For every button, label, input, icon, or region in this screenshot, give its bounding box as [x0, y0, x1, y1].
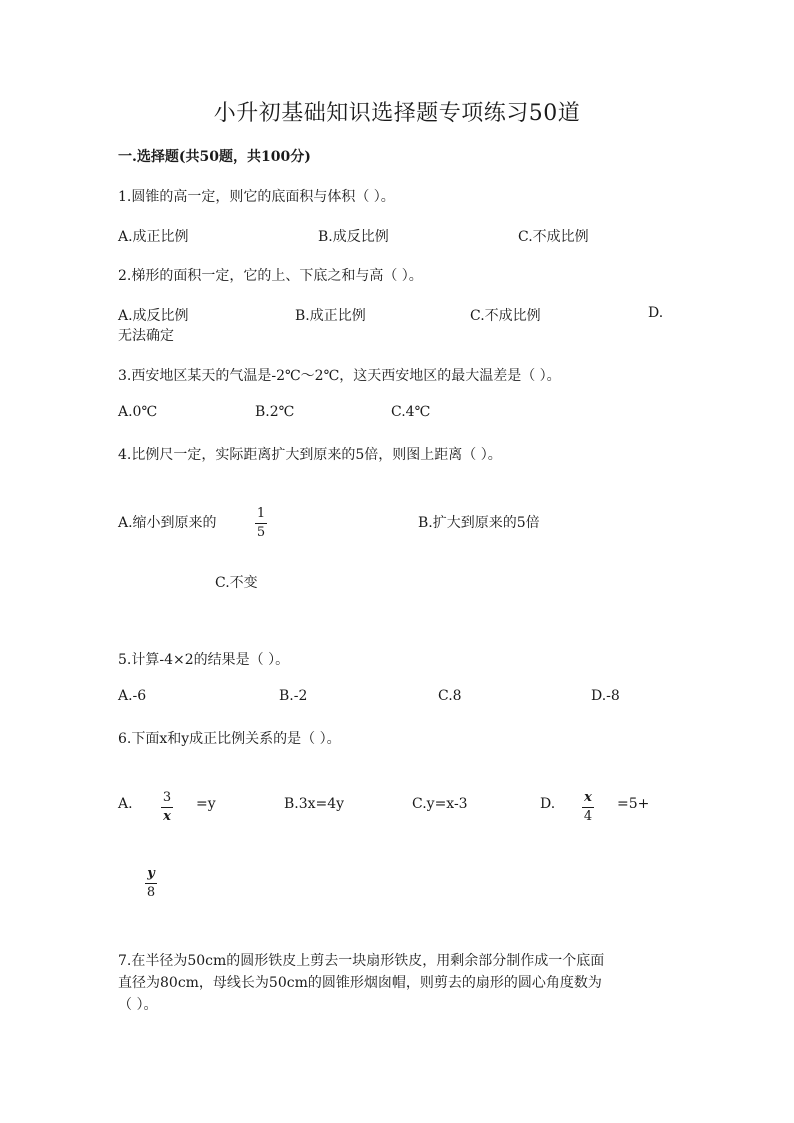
question-7-stem-line-2: 直径为80cm，母线长为50cm的圆锥形烟囱帽，则剪去的扇形的圆心角度数为	[118, 975, 602, 991]
q3-option-c: C.4℃	[391, 404, 431, 420]
question-3-stem: 3.西安地区某天的气温是-2℃～2℃，这天西安地区的最大温差是（ ）。	[118, 368, 561, 384]
q1-option-c: C.不成比例	[518, 229, 589, 245]
fraction-numerator: 1	[256, 506, 266, 521]
q6-fraction-3-over-x	[161, 790, 173, 824]
page-title: 小升初基础知识选择题专项练习50道	[213, 101, 581, 126]
q5-option-d: D.-8	[591, 688, 620, 704]
q5-option-b: B.-2	[279, 688, 308, 704]
fraction-numerator: 3	[162, 790, 172, 805]
q3-option-a: A.0℃	[118, 404, 158, 420]
q1-option-b: B.成反比例	[318, 229, 389, 245]
q2-option-d: D.	[648, 305, 664, 321]
q6-fraction-y-over-8	[145, 866, 157, 900]
q6-option-b: B.3x=4y	[284, 796, 345, 812]
q6-option-a: A.	[118, 796, 133, 812]
fraction-denominator: 8	[146, 885, 156, 900]
q1-option-a: A.成正比例	[118, 229, 189, 245]
question-5-stem: 5.计算-4×2的结果是（ ）。	[118, 652, 290, 668]
q4-option-b: B.扩大到原来的5倍	[418, 515, 540, 531]
fraction-numerator: y	[147, 866, 155, 881]
q4-option-a: A.缩小到原来的	[118, 515, 217, 531]
question-6-stem: 6.下面x和y成正比例关系的是（ ）。	[118, 731, 341, 747]
question-7-stem-line-1: 7.在半径为50cm的圆形铁皮上剪去一块扇形铁皮，用剩余部分制作成一个底面	[118, 953, 605, 969]
q3-option-b: B.2℃	[255, 404, 295, 420]
q6-option-d-rest: =5+	[617, 796, 650, 812]
fraction-denominator: 5	[256, 525, 266, 540]
fraction-denominator: x	[163, 809, 171, 824]
question-2-stem: 2.梯形的面积一定，它的上、下底之和与高（ ）。	[118, 268, 423, 284]
q2-option-c: C.不成比例	[470, 308, 541, 324]
q6-option-a-rest: =y	[196, 796, 216, 812]
fraction-bar	[145, 883, 157, 884]
fraction-bar	[161, 807, 173, 808]
q6-fraction-x-over-4	[582, 790, 594, 824]
q2-option-a: A.成反比例	[118, 308, 189, 324]
question-1-stem: 1.圆锥的高一定，则它的底面积与体积（ ）。	[118, 189, 395, 205]
fraction-bar	[582, 807, 594, 808]
fraction-numerator: x	[584, 790, 592, 805]
question-7-stem-line-3: （ ）。	[118, 997, 158, 1013]
section-heading: 一.选择题(共50题，共100分)	[118, 149, 311, 165]
fraction-bar	[255, 523, 267, 524]
q4-option-c: C.不变	[215, 575, 258, 591]
q6-option-c: C.y=x-3	[412, 796, 468, 812]
q4-fraction-one-fifth	[255, 506, 267, 540]
q2-option-d-text: 无法确定	[118, 328, 174, 344]
fraction-denominator: 4	[583, 809, 593, 824]
q6-option-d: D.	[540, 796, 556, 812]
q5-option-a: A.-6	[118, 688, 147, 704]
q5-option-c: C.8	[438, 688, 462, 704]
question-4-stem: 4.比例尺一定，实际距离扩大到原来的5倍，则图上距离（ ）。	[118, 447, 502, 463]
q2-option-b: B.成正比例	[295, 308, 366, 324]
